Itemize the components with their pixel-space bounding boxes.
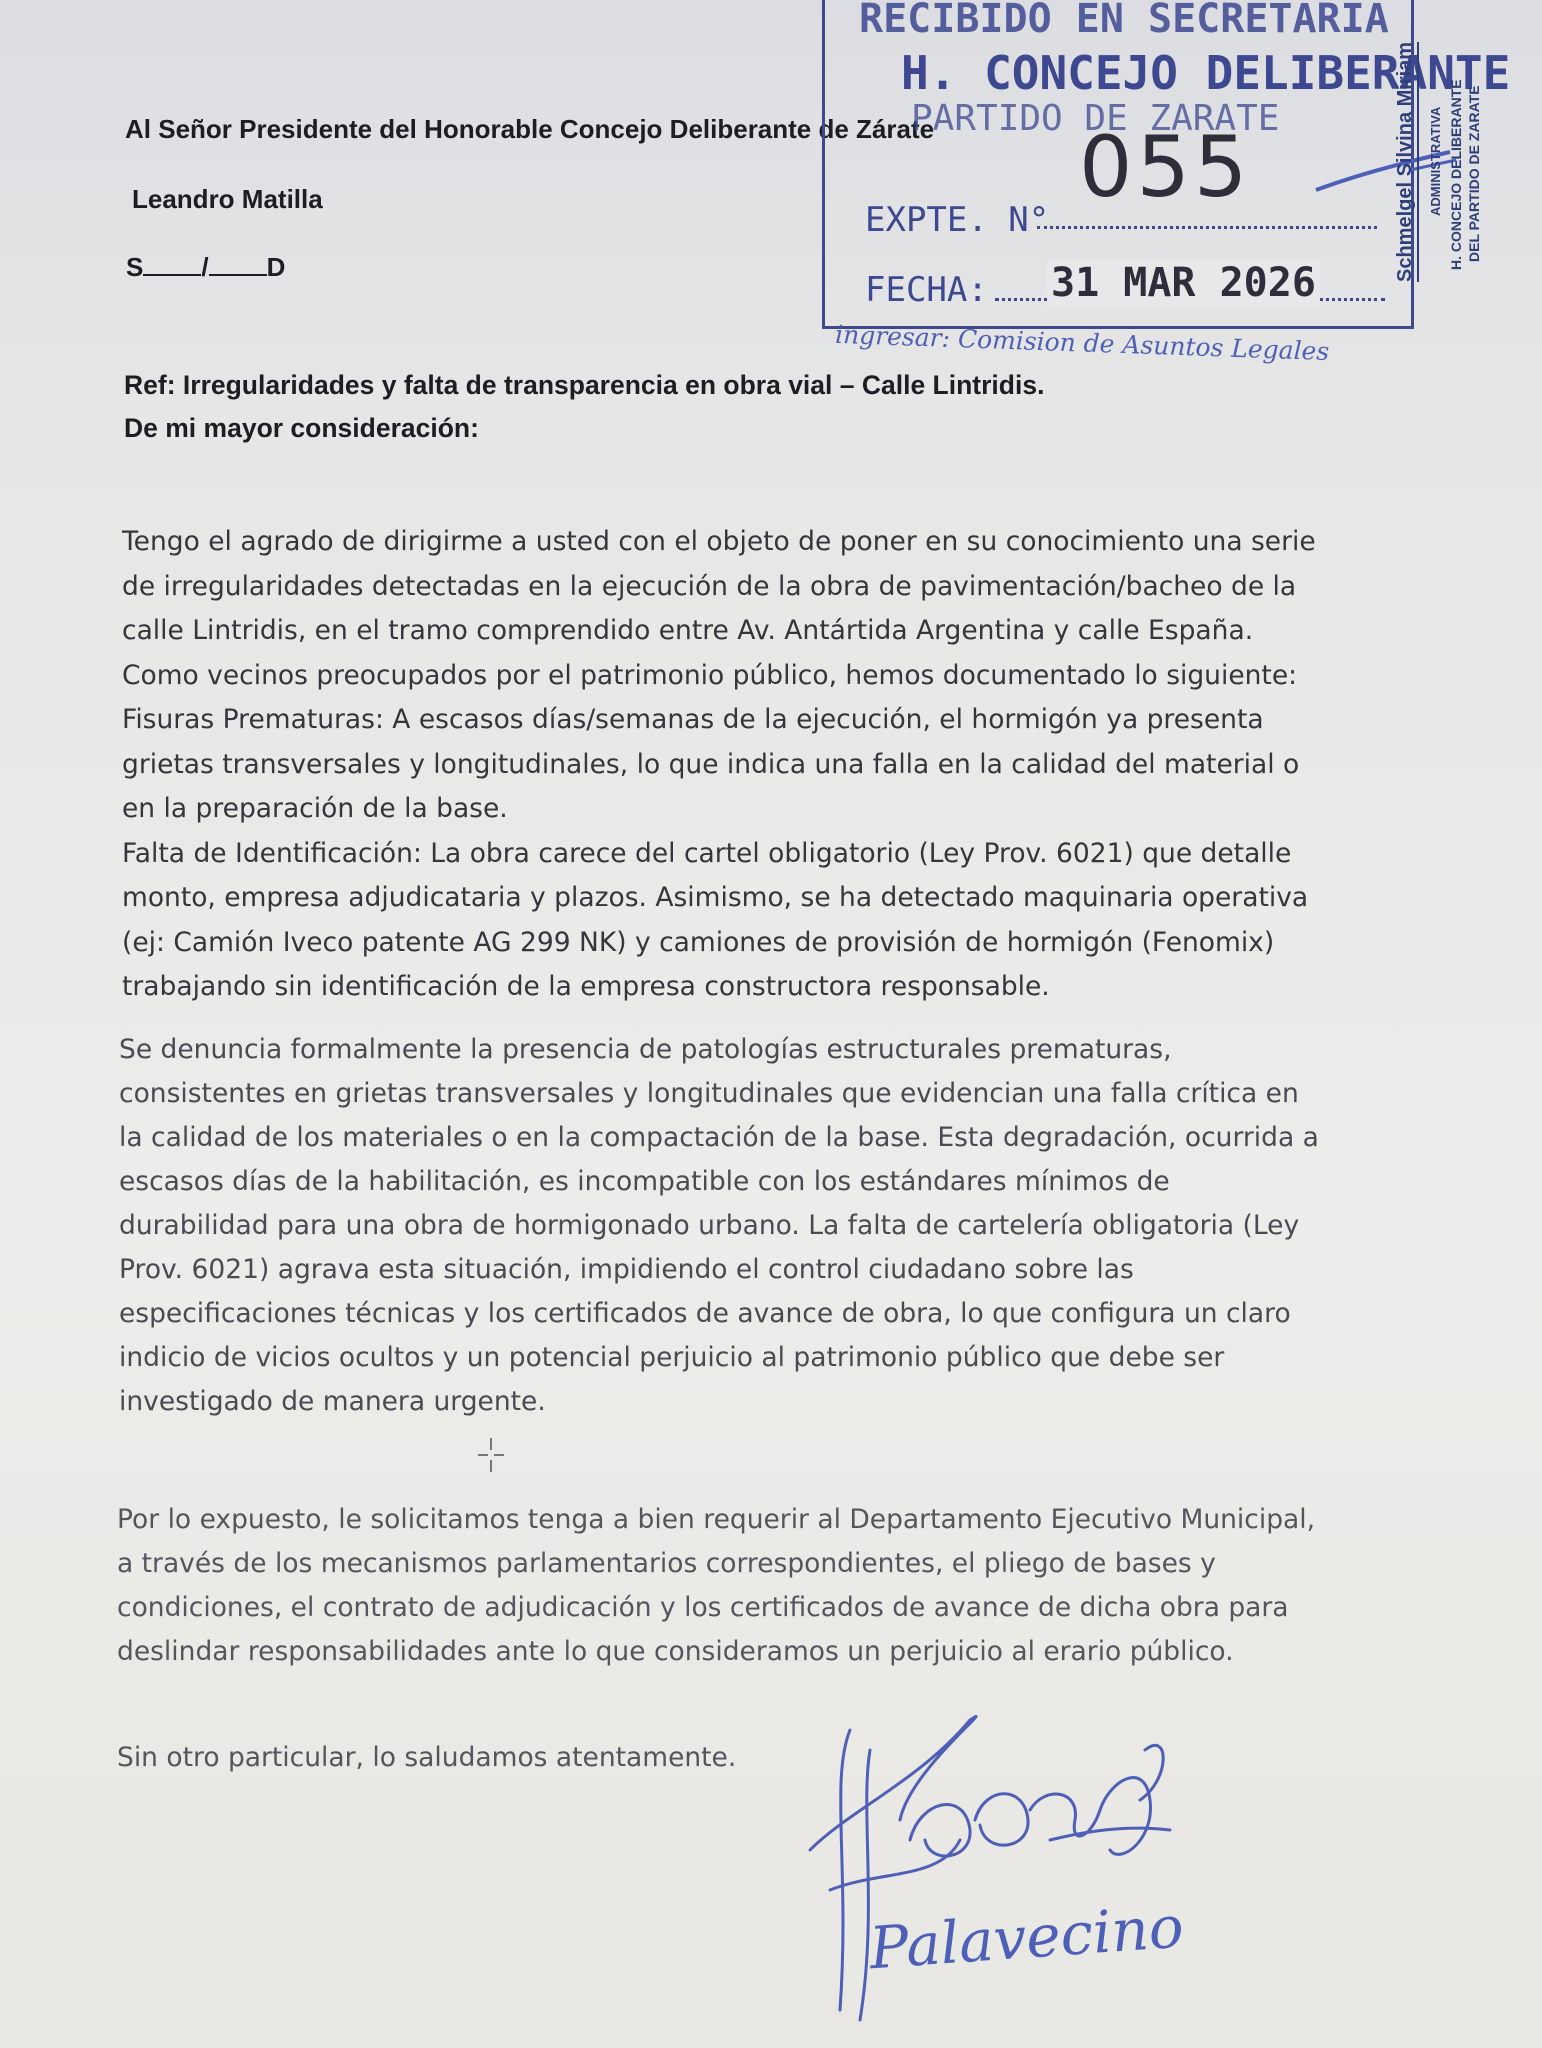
p2-line: la calidad de los materiales o en la compactación de la base. Esta degradación, ocurrida a (119, 1122, 1319, 1153)
p1-line: monto, empresa adjudicataria y plazos. Asimismo, se ha detectado maquinaria operativa (122, 882, 1309, 913)
closing-line: Sin otro particular, lo saludamos atentamente. (117, 1742, 737, 1773)
handwritten-signature (790, 1690, 1250, 2030)
stamp-number: 055 (1079, 118, 1252, 216)
stamp-expte-label: EXPTE. N° (865, 200, 1050, 240)
p3-line: a través de los mecanismos parlamentarios correspondientes, el pliego de bases y (117, 1548, 1216, 1579)
recipient-name: Leandro Matilla (132, 184, 323, 214)
signature-text: Palavecino (867, 1892, 1186, 1983)
paragraph-2 (119, 1028, 1349, 1424)
p3-line: Por lo expuesto, le solicitamos tenga a bien requerir al Departamento Ejecutivo Municipal, (117, 1504, 1316, 1535)
p2-line: escasos días de la habilitación, es incompatible con los estándares mínimos de (119, 1166, 1170, 1197)
cursor-mark (478, 1436, 504, 1476)
p1-line: grietas transversales y longitudinales, lo que indica una falla en la calidad del material o (122, 748, 1300, 780)
p2-line: Prov. 6021) agrava esta situación, impidiendo el control ciudadano sobre las (119, 1254, 1134, 1285)
reference-line: Ref: Irregularidades y falta de transparencia en obra vial – Calle Lintridis. (124, 370, 1045, 400)
stamp-fecha-value: 31 MAR 2026 (1047, 260, 1320, 306)
p3-line: condiciones, el contrato de adjudicación y los certificados de avance de dicha obra para (117, 1592, 1289, 1623)
side-seal-council: H. CONCEJO DELIBERANTE (1448, 79, 1464, 270)
stamp-received: RECIBIDO EN SECRETARIA (859, 0, 1389, 42)
p1-line: Como vecinos preocupados por el patrimonio público, hemos documentado lo siguiente: (122, 659, 1298, 691)
handwritten-note: ingresar: Comision de Asuntos Legales (834, 319, 1330, 367)
sd-s: S (126, 252, 144, 282)
side-seal-role: ADMINISTRATIVA (1428, 106, 1443, 216)
p1-line: Falta de Identificación: La obra carece del cartel obligatorio (Ley Prov. 6021) que detalle (122, 837, 1292, 869)
greeting: De mi mayor consideración: (124, 413, 479, 443)
paragraph-1 (122, 520, 1352, 1010)
stamp-district: PARTIDO DE ZARATE (911, 98, 1280, 139)
stamp-council: H. CONCEJO DELIBERANTE (901, 46, 1511, 100)
sd-slash: / (201, 252, 209, 282)
p1-line: trabajando sin identificación de la empresa constructora responsable. (122, 971, 1050, 1002)
recipient-line: Al Señor Presidente del Honorable Concejo Deliberante de Zárate (125, 114, 935, 144)
sd-d: D (266, 252, 286, 282)
p2-line: consistentes en grietas transversales y longitudinales que evidencian una falla crítica en (119, 1078, 1299, 1109)
p2-line: investigado de manera urgente. (119, 1386, 546, 1417)
p1-line: de irregularidades detectadas en la ejecución de la obra de pavimentación/bacheo de la (122, 570, 1297, 602)
p2-line: indicio de vicios ocultos y un potencial perjuicio al patrimonio público que debe ser (119, 1342, 1225, 1373)
p2-line: durabilidad para una obra de hormigonado urbano. La falta de cartelería obligatoria (Ley (119, 1210, 1300, 1241)
p1-line: (ej: Camión Iveco patente AG 299 NK) y camiones de provisión de hormigón (Fenomix) (122, 926, 1275, 958)
p1-line: Tengo el agrado de dirigirme a usted con el objeto de poner en su conocimiento una serie (122, 526, 1316, 557)
side-seal-name: Schmelgel Silvina Miriam (1394, 42, 1419, 282)
stamp-fecha-label: FECHA: (865, 270, 988, 310)
p2-line: Se denuncia formalmente la presencia de patologías estructurales prematuras, (119, 1034, 1172, 1065)
paragraph-3 (117, 1498, 1347, 1674)
stamp-expte-dots (1037, 226, 1377, 229)
side-seal-district: DEL PARTIDO DE ZARATE (1466, 85, 1482, 262)
p2-line: especificaciones técnicas y los certificados de avance de obra, lo que configura un claro (119, 1298, 1291, 1329)
p1-line: calle Lintridis, en el tramo comprendido entre Av. Antártida Argentina y calle España. (122, 615, 1254, 646)
p1-line: Fisuras Prematuras: A escasos días/semanas de la ejecución, el hormigón ya presenta (122, 704, 1264, 735)
p1-line: en la preparación de la base. (122, 793, 508, 824)
p3-line: deslindar responsabilidades ante lo que consideramos un perjuicio al erario público. (117, 1636, 1234, 1667)
sd-line (126, 252, 285, 283)
